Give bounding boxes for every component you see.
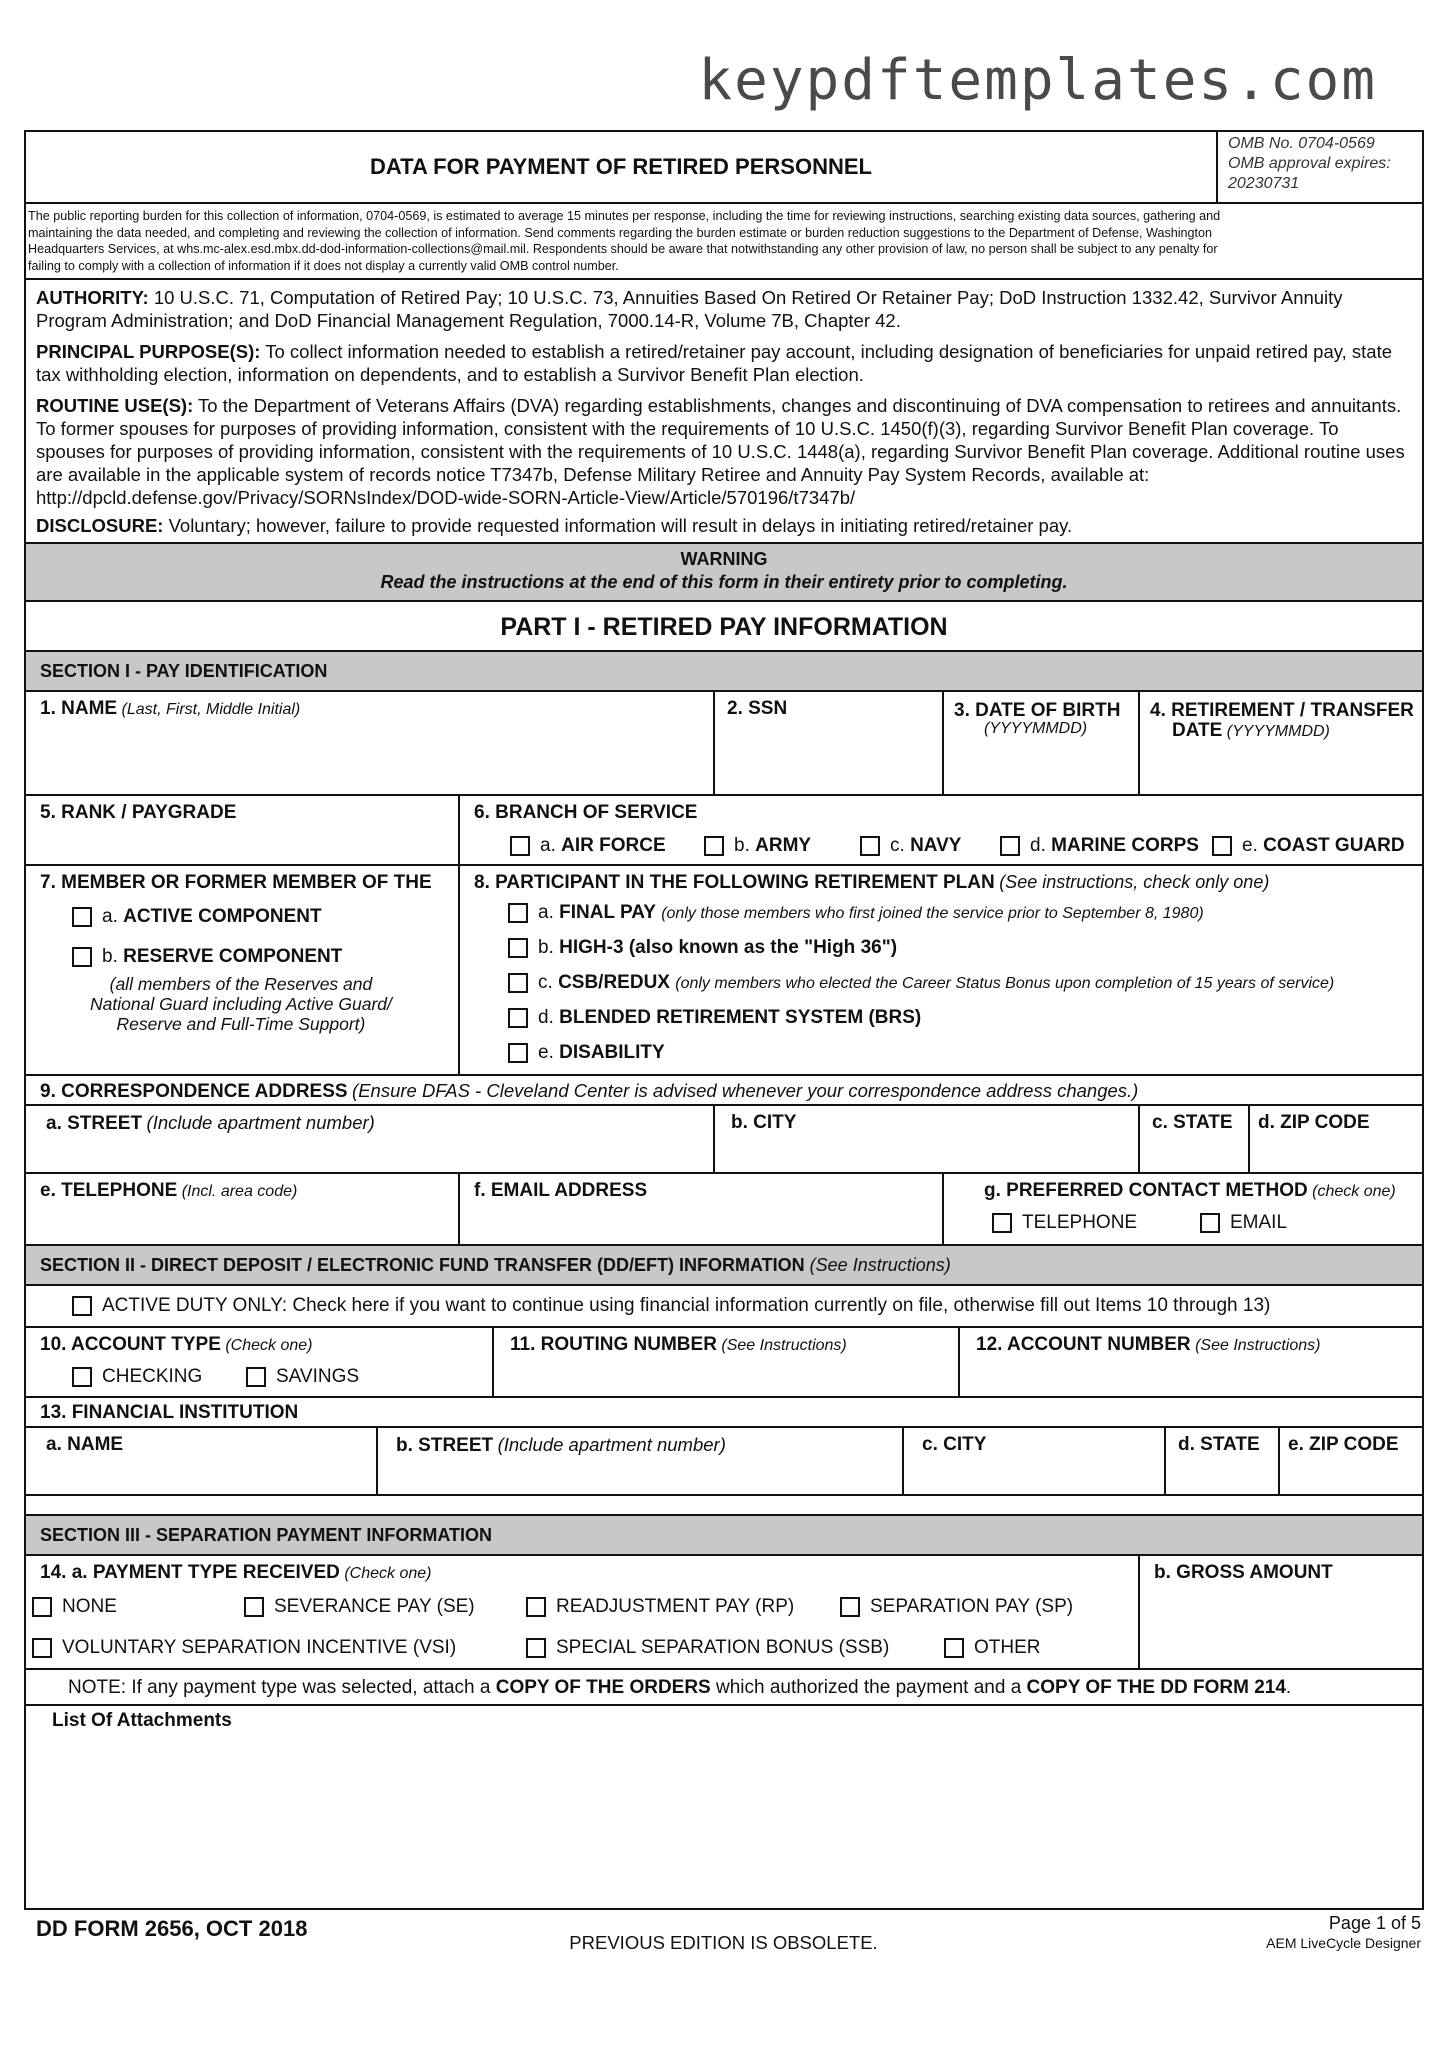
burden-line: failing to comply with a collection of information if it does not display a currently valid OMB control number. [28, 258, 619, 273]
active-duty-checkbox[interactable]: ACTIVE DUTY ONLY: Check here if you want to continue using financial information currently on file, otherwise fill out Items 10 through 13) [72, 1295, 1270, 1317]
authority-label: AUTHORITY: [36, 287, 149, 308]
section2-hint: (See Instructions) [809, 1255, 951, 1275]
zip-field[interactable] [1248, 1106, 1422, 1172]
fi-city-field[interactable] [902, 1428, 1164, 1494]
pay-separation-checkbox[interactable]: SEPARATION PAY (SP) [840, 1596, 1073, 1618]
state-label: c. STATE [1152, 1112, 1233, 1133]
branch-coast-guard-checkbox[interactable]: e. COAST GUARD [1212, 835, 1405, 857]
contact-label: g. PREFERRED CONTACT METHOD [984, 1180, 1308, 1201]
obsolete-notice: PREVIOUS EDITION IS OBSOLETE. [569, 1932, 878, 1953]
street-label: a. STREET [46, 1113, 143, 1134]
routing-hint: (See Instructions) [721, 1337, 847, 1354]
active-component-checkbox[interactable]: a. ACTIVE COMPONENT [72, 906, 322, 928]
payment-note [26, 1670, 1422, 1706]
authority-text: 10 U.S.C. 71, Computation of Retired Pay; 10 U.S.C. 73, Annuities Based On Retired Or Retainer Pay; DoD Instruction 1332.42, Survivor Annuity Program Administration; and DoD Financial Management Regulation, 7000.14-R, Volume 7B, Chapter 42. [36, 287, 1343, 331]
retirement-plan-field [458, 866, 1422, 1074]
street-hint: (Include apartment number) [146, 1112, 375, 1133]
telephone-field[interactable] [26, 1174, 458, 1244]
burden-statement [26, 204, 1422, 280]
fi-city-label: c. CITY [922, 1434, 987, 1455]
branch-marine-corps-checkbox[interactable]: d. MARINE CORPS [1000, 835, 1199, 857]
zip-label: d. ZIP CODE [1258, 1112, 1370, 1133]
telephone-label: e. TELEPHONE [40, 1180, 178, 1201]
designer-credit: AEM LiveCycle Designer [1266, 1935, 1421, 1951]
street-field[interactable] [26, 1106, 713, 1172]
plan-label: 8. PARTICIPANT IN THE FOLLOWING RETIREMENT PLAN [474, 872, 995, 893]
branch-field [458, 796, 1422, 864]
disclosure-text: Voluntary; however, failure to provide requested information will result in delays in initiating retired/retainer pay. [163, 515, 1073, 536]
fi-state-field[interactable] [1164, 1428, 1278, 1494]
dd-form-2656 [24, 130, 1424, 1910]
plan-hint: (See instructions, check only one) [999, 872, 1270, 892]
section2-header [26, 1246, 1422, 1286]
section3-title: SECTION III - SEPARATION PAYMENT INFORMATION [40, 1525, 493, 1545]
contact-email-checkbox[interactable]: EMAIL [1200, 1212, 1287, 1234]
branch-army-checkbox[interactable]: b. ARMY [704, 835, 811, 857]
member-label: 7. MEMBER OR FORMER MEMBER OF THE [40, 872, 432, 893]
row-address [26, 1106, 1422, 1174]
section1-header [26, 652, 1422, 692]
pay-none-checkbox[interactable]: NONE [32, 1596, 117, 1618]
row-financial-institution [26, 1428, 1422, 1496]
retirement-date-field[interactable] [1138, 692, 1422, 794]
telephone-hint: (Incl. area code) [181, 1183, 298, 1200]
fi-state-label: d. STATE [1178, 1434, 1260, 1455]
warning-banner [26, 544, 1422, 602]
fi-zip-label: e. ZIP CODE [1288, 1434, 1399, 1455]
rank-field[interactable] [26, 796, 458, 864]
reserve-component-checkbox[interactable]: b. RESERVE COMPONENT [72, 946, 342, 968]
email-field[interactable] [458, 1174, 942, 1244]
row-rank-branch [26, 796, 1422, 866]
pay-other-checkbox[interactable]: OTHER [944, 1637, 1041, 1659]
privacy-act-statement [26, 280, 1422, 544]
disclosure-label: DISCLOSURE: [36, 515, 164, 536]
authority [36, 286, 1412, 332]
ssn-field[interactable] [713, 692, 942, 794]
account-type-label: 10. ACCOUNT TYPE [40, 1334, 221, 1355]
payment-type-hint: (Check one) [344, 1565, 432, 1582]
address-hint: (Ensure DFAS - Cleveland Center is advised whenever your correspondence address changes.) [352, 1080, 1139, 1101]
account-number-field[interactable] [958, 1328, 1422, 1396]
active-duty-row [26, 1286, 1422, 1328]
row-contact [26, 1174, 1422, 1246]
pay-readjustment-checkbox[interactable]: READJUSTMENT PAY (RP) [526, 1596, 794, 1618]
warning-title: WARNING [680, 549, 768, 569]
omb-expires-label: OMB approval expires: [1228, 155, 1391, 172]
row-name-ssn-dob [26, 692, 1422, 796]
dob-label: 3. DATE OF BIRTH [954, 700, 1121, 721]
gross-amount-label: b. GROSS AMOUNT [1154, 1562, 1333, 1583]
ssn-label: 2. SSN [727, 698, 788, 719]
page-number: Page 1 of 5 [1328, 1913, 1421, 1933]
fi-street-field[interactable] [376, 1428, 902, 1494]
row-member-plan [26, 866, 1422, 1076]
routine-use [36, 394, 1412, 509]
plan-high3-checkbox[interactable]: b. HIGH-3 (also known as the "High 36") [508, 937, 897, 959]
checking-checkbox[interactable]: CHECKING [72, 1366, 202, 1388]
retirement-label2: DATE [1172, 720, 1223, 741]
burden-line: Headquarters Services, at whs.mc-alex.esd.mbx.dd-dod-information-collections@mail.mil. Respondents should be aware that notwithstanding any other provision of law, no person shall be subject to any penalty for [28, 242, 1218, 256]
omb-expires-value: 20230731 [1228, 175, 1300, 192]
name-label: 1. NAME [40, 698, 118, 719]
payment-note-text: NOTE: If any payment type was selected, attach a COPY OF THE ORDERS which authorized the payment and a COPY OF THE DD FORM 214. [68, 1677, 1292, 1698]
account-type-field [26, 1328, 492, 1396]
purpose-label: PRINCIPAL PURPOSE(S): [36, 341, 261, 362]
account-type-hint: (Check one) [225, 1337, 313, 1354]
name-hint: (Last, First, Middle Initial) [121, 701, 301, 718]
part1-header [26, 602, 1422, 652]
fi-name-field[interactable] [26, 1428, 376, 1494]
spacer-row [26, 1496, 1422, 1516]
savings-checkbox[interactable]: SAVINGS [246, 1366, 359, 1388]
omb-number: OMB No. 0704-0569 [1228, 135, 1375, 152]
burden-line: maintaining the data needed, and completing and reviewing the collection of information. Send comments regarding the burden estimate or burden reduction suggestions to the Department of Defense, Washington [28, 225, 1213, 240]
correspondence-address-header [26, 1076, 1422, 1106]
routing-label: 11. ROUTING NUMBER [510, 1334, 717, 1355]
fi-street-hint: (Include apartment number) [497, 1434, 726, 1455]
payment-type-field [26, 1556, 1138, 1668]
warning-text: Read the instructions at the end of this form in their entirety prior to completing. [380, 572, 1068, 592]
fi-zip-field[interactable] [1278, 1428, 1422, 1494]
purpose-text: To collect information needed to establish a retired/retainer pay account, including designation of beneficiaries for unpaid retired pay, state tax withholding election, information on dependents, and to establish a Survivor Benefit Plan election. [36, 341, 1393, 385]
pay-vsi-checkbox[interactable]: VOLUNTARY SEPARATION INCENTIVE (VSI) [32, 1637, 456, 1659]
pay-severance-checkbox[interactable]: SEVERANCE PAY (SE) [244, 1596, 475, 1618]
plan-final-pay-checkbox[interactable]: a. FINAL PAY (only those members who first joined the service prior to September 8, 1980) [508, 902, 1204, 924]
fi-street-label: b. STREET [396, 1435, 494, 1456]
section2-title: SECTION II - DIRECT DEPOSIT / ELECTRONIC FUND TRANSFER (DD/EFT) INFORMATION [40, 1255, 805, 1275]
member-of-field [26, 866, 458, 1074]
routing-number-field[interactable] [492, 1328, 958, 1396]
routine-text: To the Department of Veterans Affairs (DVA) regarding establishments, changes and discontinuing of DVA compensation to retirees and annuitants. To former spouses for purposes of providing information, consistent with the requirements of 10 U.S.C. 1450(f)(3), regarding Survivor Benefit Plan coverage. To spouses for purposes of providing information, consistent with the requirements of 10 U.S.C. 1448(a), regarding Survivor Benefit Plan coverage. Additional routine uses are available in the applicable system of records notice T7347b, Defense Military Retiree and Annuity Pay System Records, available at: http://dpcld.defense.gov/Privacy/SORNsIndex/DOD-wide-SORN-Article-View/Article/570196/t7347b/ [36, 395, 1405, 508]
attachments-label: List Of Attachments [52, 1710, 232, 1731]
contact-hint: (check one) [1312, 1183, 1396, 1200]
state-field[interactable] [1138, 1106, 1248, 1172]
section3-header [26, 1516, 1422, 1556]
gross-amount-field[interactable] [1138, 1556, 1422, 1668]
omb-box [1216, 132, 1422, 202]
row-account [26, 1328, 1422, 1398]
address-label: 9. CORRESPONDENCE ADDRESS [40, 1081, 348, 1102]
account-number-hint: (See Instructions) [1195, 1337, 1321, 1354]
fi-name-label: a. NAME [46, 1434, 124, 1455]
principal-purpose [36, 340, 1412, 386]
dob-field[interactable] [942, 692, 1138, 794]
plan-brs-checkbox[interactable]: d. BLENDED RETIREMENT SYSTEM (BRS) [508, 1007, 921, 1029]
dob-hint: (YYYYMMDD) [984, 720, 1088, 737]
watermark: keypdftemplates.com [698, 48, 1377, 113]
attachments-area[interactable] [26, 1706, 1422, 1908]
branch-label: 6. BRANCH OF SERVICE [474, 802, 698, 823]
pay-ssb-checkbox[interactable]: SPECIAL SEPARATION BONUS (SSB) [526, 1637, 889, 1659]
name-field[interactable] [26, 692, 713, 794]
part1-title: PART I - RETIRED PAY INFORMATION [500, 613, 948, 641]
form-id: DD FORM 2656, OCT 2018 [36, 1916, 308, 1941]
plan-csb-redux-checkbox[interactable]: c. CSB/REDUX (only members who elected the Career Status Bonus upon completion of 15 years of service) [508, 972, 1334, 994]
retirement-hint: (YYYYMMDD) [1226, 723, 1330, 740]
plan-disability-checkbox[interactable]: e. DISABILITY [508, 1042, 665, 1064]
retirement-label: 4. RETIREMENT / TRANSFER [1150, 700, 1414, 721]
account-number-label: 12. ACCOUNT NUMBER [976, 1334, 1191, 1355]
email-label: f. EMAIL ADDRESS [474, 1180, 648, 1201]
city-field[interactable] [713, 1106, 1138, 1172]
city-label: b. CITY [731, 1112, 797, 1133]
row-payment-type [26, 1556, 1422, 1670]
rank-label: 5. RANK / PAYGRADE [40, 802, 237, 823]
branch-navy-checkbox[interactable]: c. NAVY [860, 835, 961, 857]
financial-institution-label: 13. FINANCIAL INSTITUTION [40, 1402, 299, 1423]
section1-title: SECTION I - PAY IDENTIFICATION [40, 661, 328, 681]
routine-label: ROUTINE USE(S): [36, 395, 194, 416]
contact-telephone-checkbox[interactable]: TELEPHONE [992, 1212, 1137, 1234]
branch-air-force-checkbox[interactable]: a. AIR FORCE [510, 835, 666, 857]
payment-type-label: 14. a. PAYMENT TYPE RECEIVED [40, 1562, 340, 1583]
form-title: DATA FOR PAYMENT OF RETIRED PERSONNEL [370, 154, 872, 179]
form-header [26, 132, 1422, 204]
burden-line: The public reporting burden for this collection of information, 0704-0569, is estimated to average 15 minutes per response, including the time for reviewing instructions, searching existing data sources, gathering and [28, 209, 1221, 223]
reserve-note: (all members of the Reserves and National Guard including Active Guard/ Reserve and Full-Time Support) [90, 974, 392, 1034]
financial-institution-header [26, 1398, 1422, 1428]
disclosure [36, 514, 1412, 537]
preferred-contact-field [942, 1174, 1422, 1244]
